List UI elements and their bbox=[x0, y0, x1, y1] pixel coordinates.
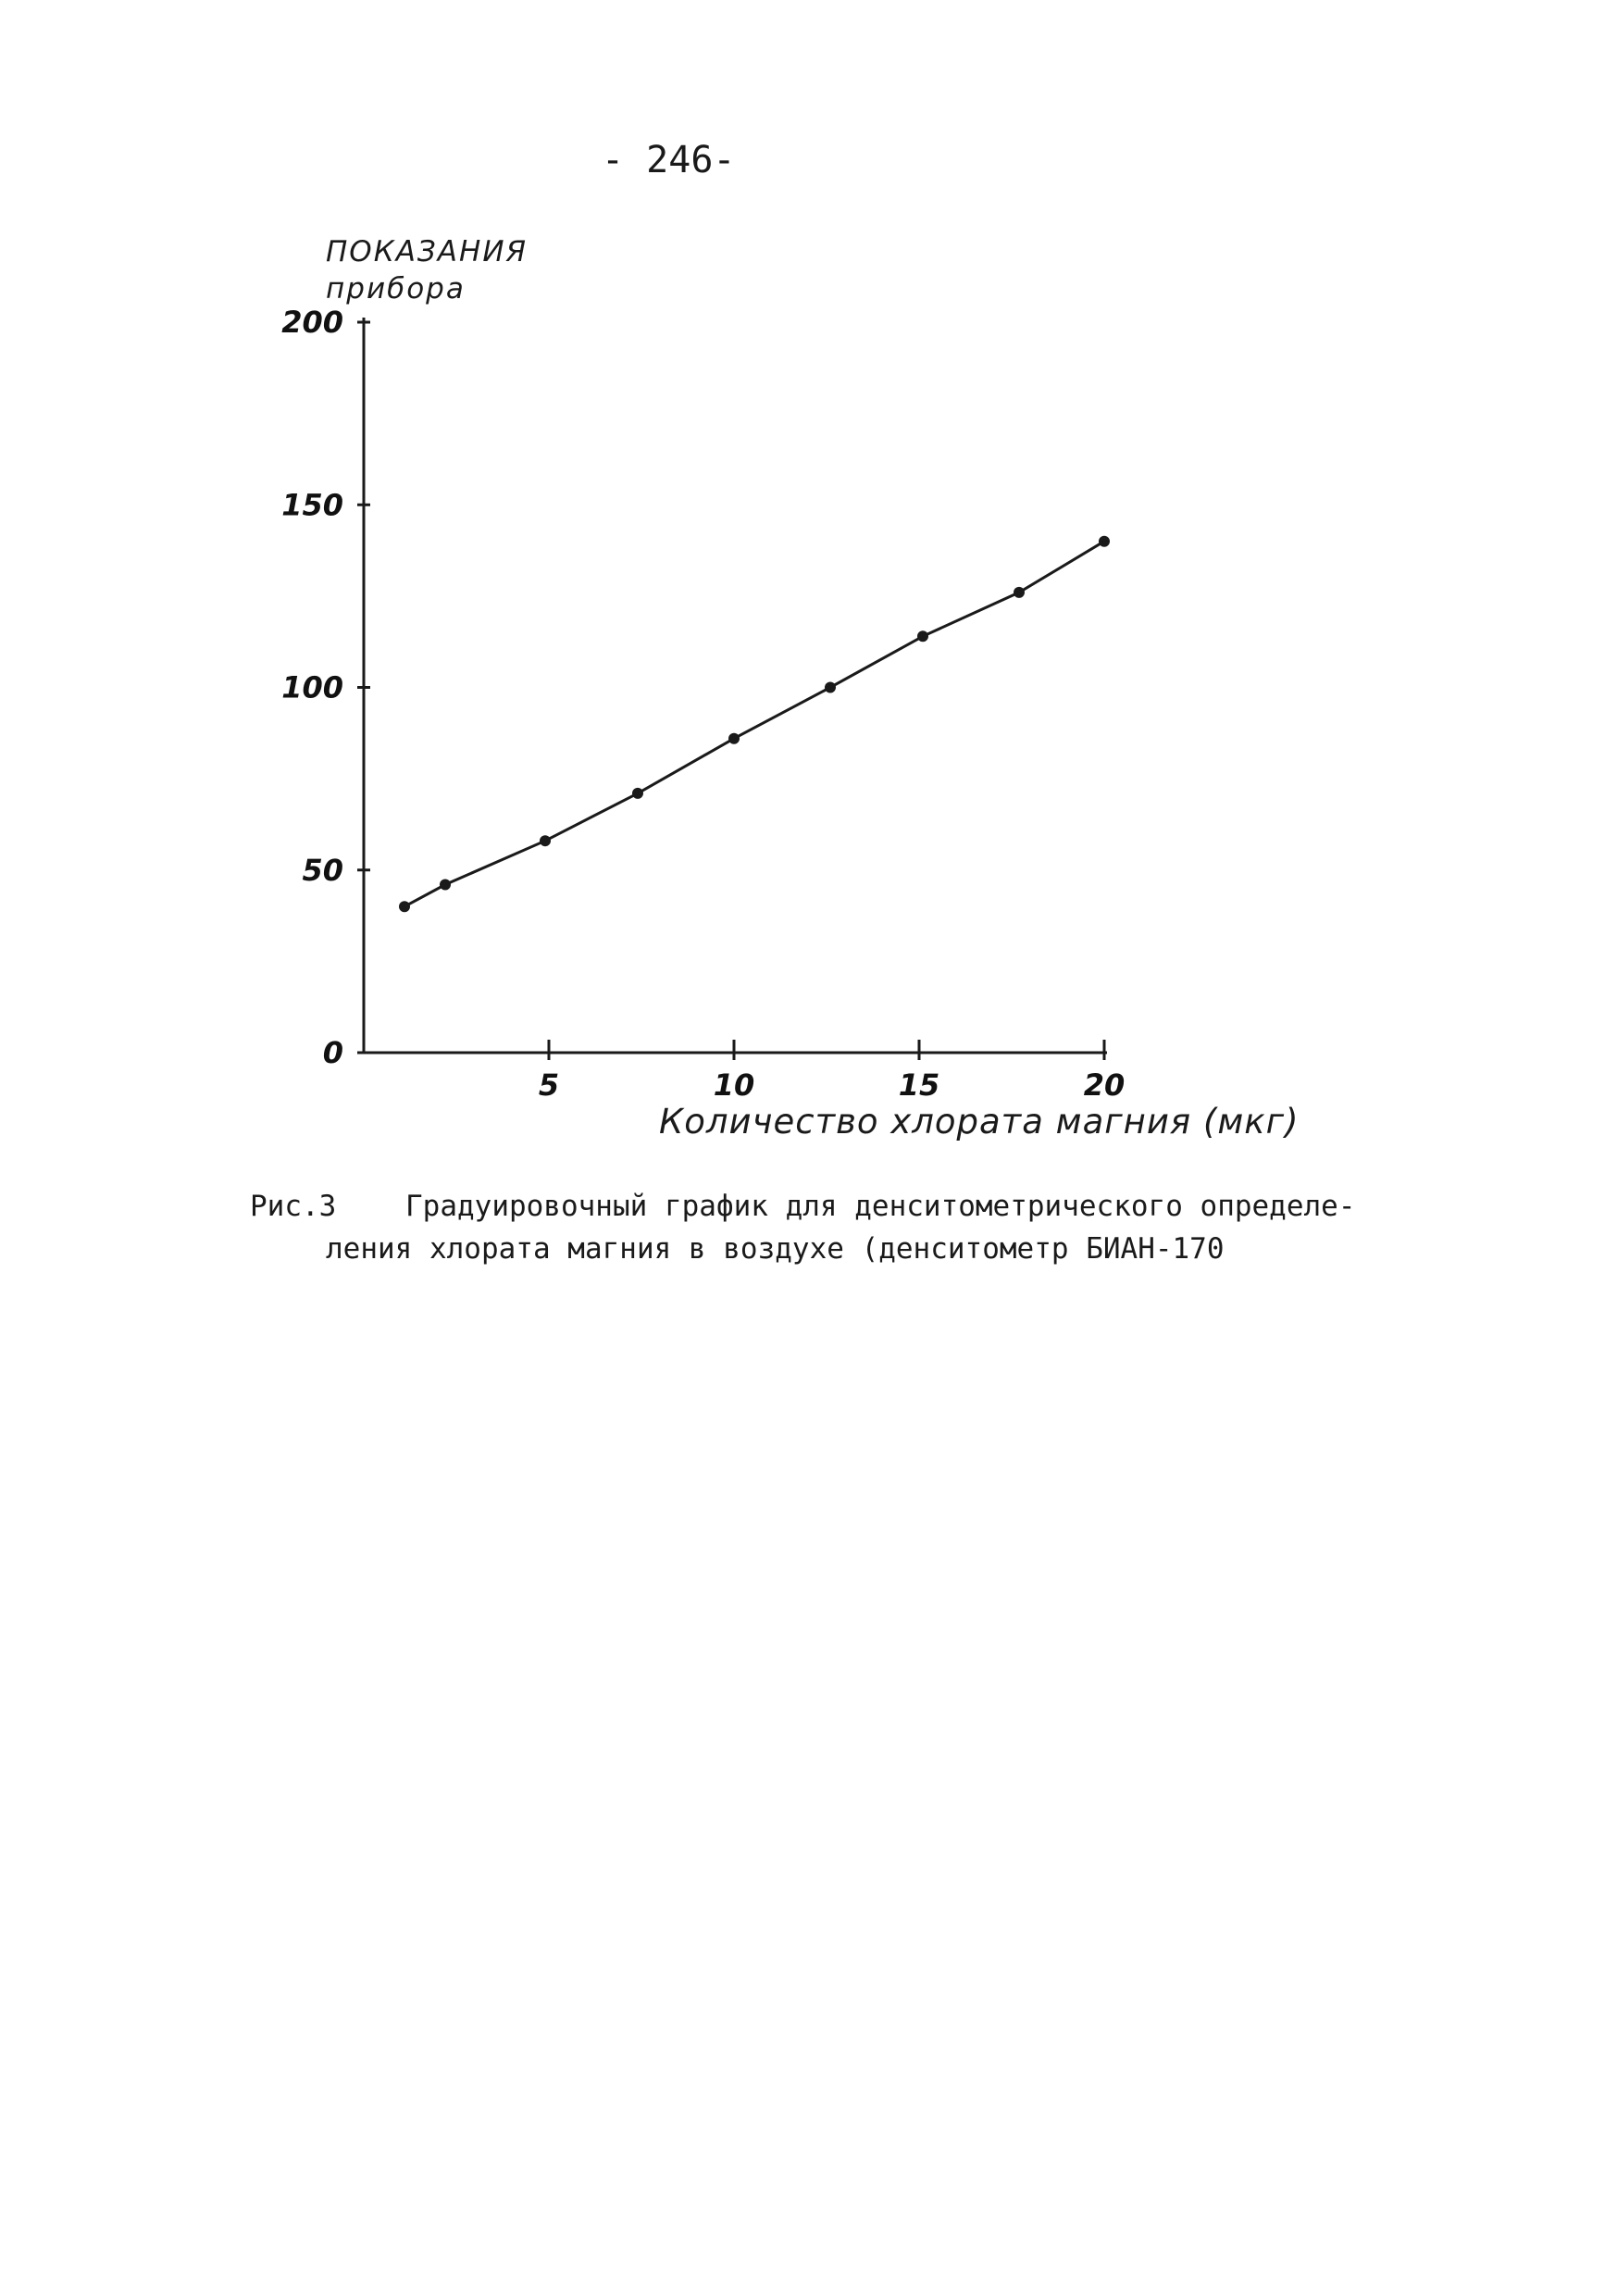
caption-label: Рис.3 bbox=[250, 1190, 337, 1223]
data-point bbox=[1014, 587, 1025, 598]
y-tick-label: 150 bbox=[281, 487, 343, 523]
x-axis-label: Количество хлората магния (мкг) bbox=[659, 1102, 1300, 1142]
data-point bbox=[399, 901, 410, 912]
data-point bbox=[728, 733, 740, 744]
x-tick-label: 20 bbox=[1083, 1067, 1126, 1103]
data-point bbox=[825, 682, 836, 693]
caption-line-2: ления хлората магния в воздухе (денситометр БИАН-170 bbox=[326, 1232, 1225, 1266]
data-point bbox=[1099, 536, 1110, 547]
data-point bbox=[917, 630, 928, 642]
series-line bbox=[404, 542, 1104, 907]
data-point bbox=[632, 788, 643, 799]
page-number: - 246- bbox=[602, 139, 736, 181]
x-tick-label: 5 bbox=[538, 1067, 560, 1103]
y-tick-label: 100 bbox=[281, 669, 343, 705]
y-axis-label-line-2: прибора bbox=[326, 272, 466, 306]
y-tick-label: 200 bbox=[281, 305, 343, 340]
data-point bbox=[540, 835, 551, 846]
figure-caption bbox=[250, 1185, 1453, 1270]
y-axis-label-line-1: ПОКАЗАНИЯ bbox=[326, 235, 529, 268]
y-tick-label: 50 bbox=[302, 852, 343, 888]
data-point bbox=[440, 880, 451, 891]
x-tick-label: 15 bbox=[898, 1067, 940, 1103]
x-tick-label: 10 bbox=[713, 1067, 755, 1103]
caption-line-1: Градуировочный график для денситометрического определе- bbox=[405, 1190, 1356, 1223]
y-tick-label: 0 bbox=[322, 1035, 343, 1070]
